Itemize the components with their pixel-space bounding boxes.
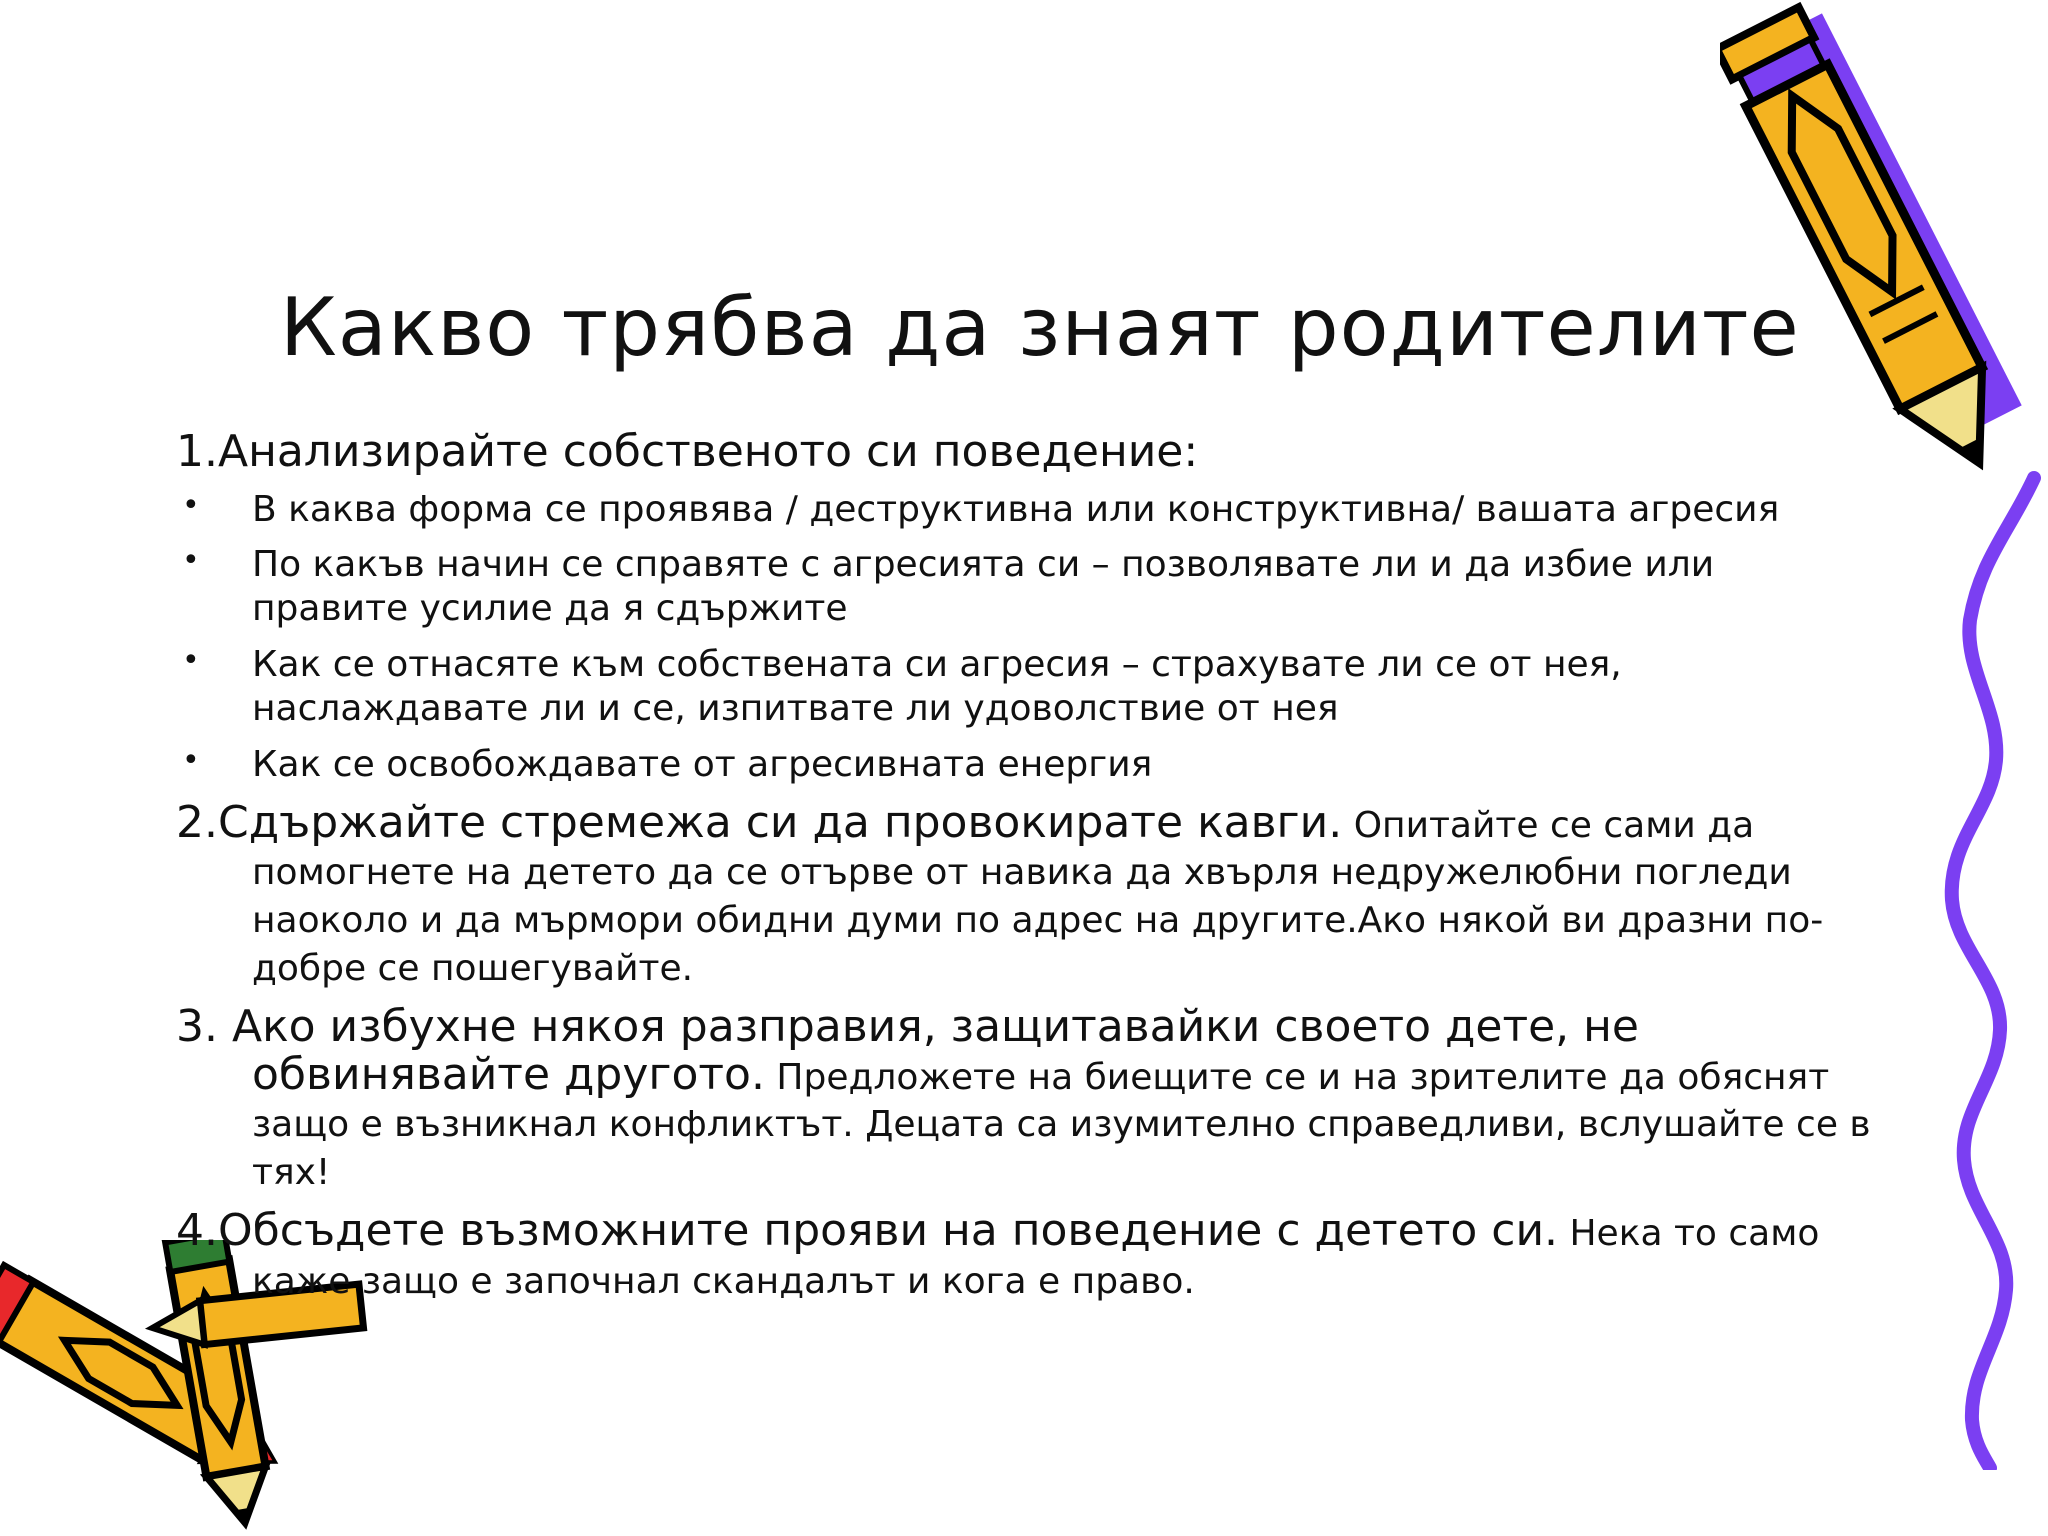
item-3-text: Предложете на биещите се и на зрителите да обяснят защо е възникнал конфликтът. Децата са изумително справедливи, вслушайте се в тях!: [252, 1056, 1871, 1193]
item-4-lead: 4.Обсъдете възможните прояви на поведение с детето си.: [176, 1205, 1559, 1257]
item-4: [176, 1207, 1876, 1302]
bullet-dot-icon: •: [182, 543, 200, 579]
item-2-text: помогнете на детето да се отърве от навика да хвърля недружелюбни погледи наоколо и да мърмори обидни думи по адрес на другите.Ако някой ви дразни по-добре се пошегувайте.: [252, 852, 1824, 989]
bullet-item: • Как се отнасяте към собствената си агресия – страхувате ли се от нея, наслаждавате ли и се, изпитвате ли удоволствие от нея: [182, 643, 1622, 730]
bullet-dot-icon: •: [182, 487, 200, 523]
item-2-lead: 2.Сдържайте стремежа си да провокирате кавги.: [176, 796, 1343, 848]
item-1-bullets: [176, 488, 1876, 787]
bullet-item: • В каква форма се проявява / деструктивна или конструктивна/ вашата агресия: [182, 487, 1780, 530]
bullet-dot-icon: •: [182, 743, 200, 779]
slide-content: [176, 428, 1876, 1310]
item-3: [176, 1003, 1876, 1193]
bullet-dot-icon: •: [182, 643, 200, 679]
item-1-lead: 1.Анализирайте собственото си поведение:: [176, 426, 1199, 477]
item-3-lead: 3. Ако избухне някоя разправия, защитавайки своето дете, не обвинявайте другото.: [176, 1001, 1639, 1100]
item-2: [176, 796, 1876, 989]
squiggle-line-right: [1940, 470, 2048, 1470]
item-4-text: Нека то само каже защо е започнал скандалът и кога е право.: [252, 1213, 1820, 1302]
pencil-top-right-icon: [1720, 0, 2048, 490]
slide-title: Какво трябва да знаят родителите: [280, 281, 1800, 374]
bullet-item: • Как се освобождавате от агресивната енергия: [182, 743, 1153, 786]
bullet-item: • По какъв начин се справяте с агресията си – позволявате ли и да избие или правите усилие да я сдържите: [182, 543, 1715, 630]
item-1: [176, 428, 1876, 476]
item-2-text-start: Опитайте се сами да: [1342, 804, 1755, 846]
